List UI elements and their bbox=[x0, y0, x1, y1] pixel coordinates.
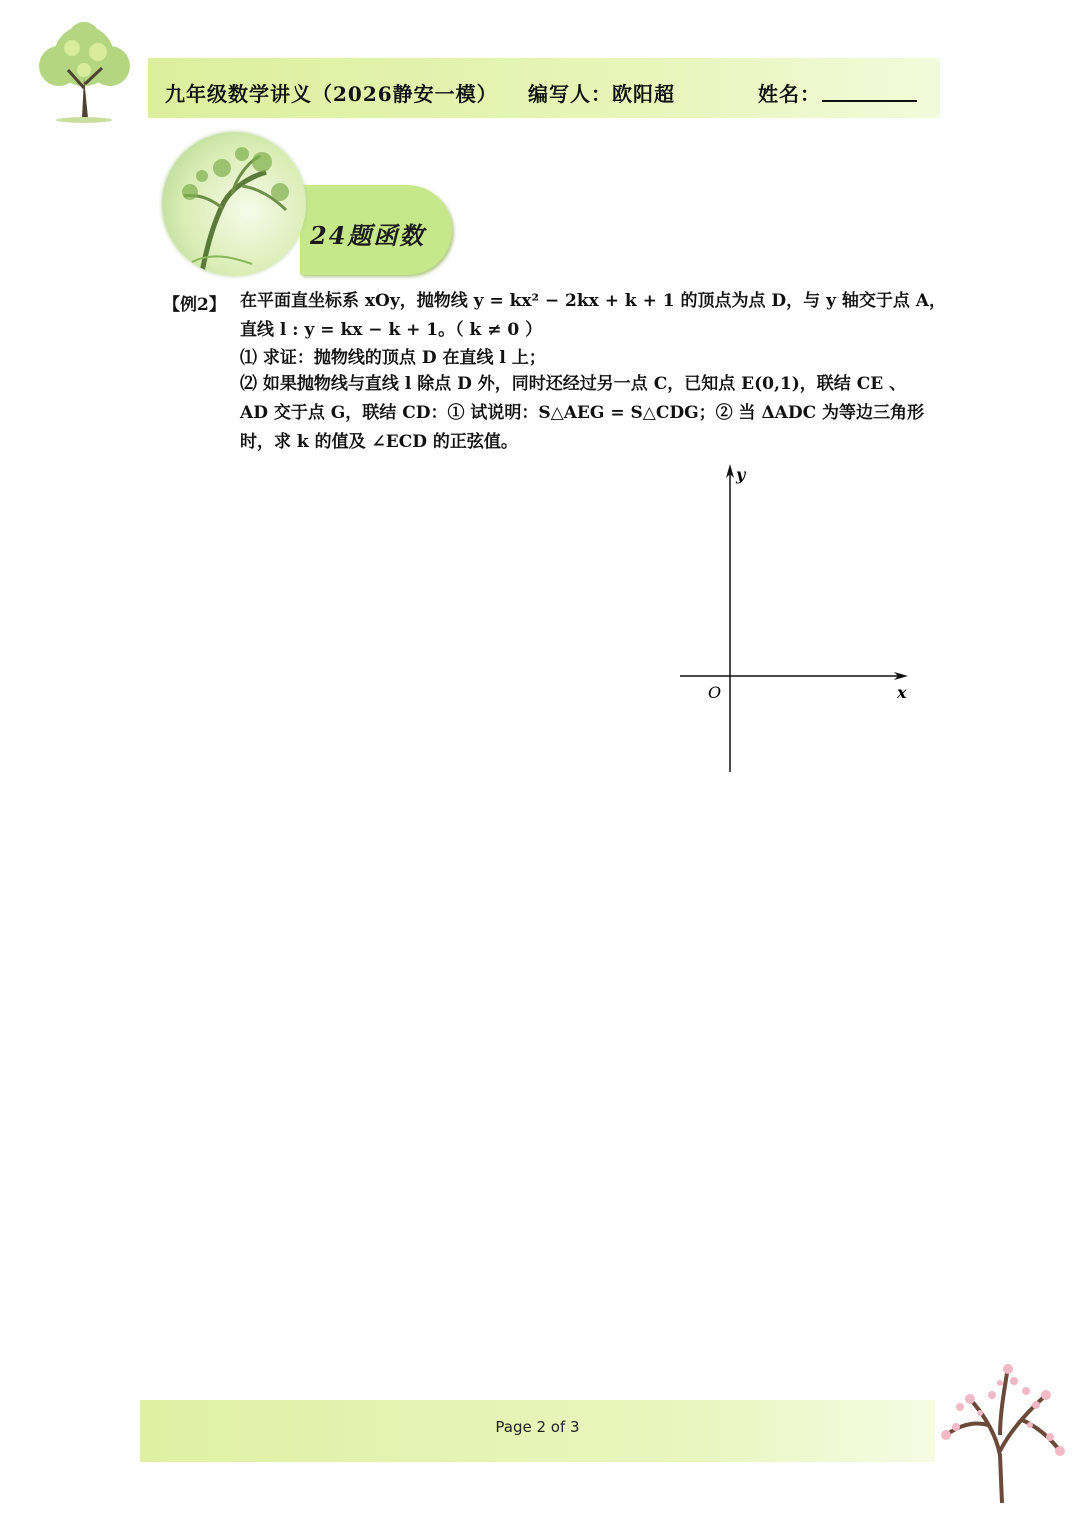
x-axis-label: x bbox=[897, 683, 907, 702]
example-tag: 【例2】 bbox=[163, 295, 226, 315]
problem-part-2-line-3: 时，求 k 的值及 ∠ECD 的正弦值。 bbox=[240, 432, 518, 452]
problem-part-2-line-1: ⑵ 如果抛物线与直线 l 除点 D 外，同时还经过另一点 C，已知点 E(0,1)，联结 CE 、 bbox=[240, 374, 907, 394]
problem-part-2-line-2: AD 交于点 G，联结 CD：① 试说明：S△AEG = S△CDG；② 当 ΔADC 为等边三角形 bbox=[240, 403, 925, 423]
problem-line-1: 在平面直坐标系 xOy，抛物线 y = kx² − 2kx + k + 1 的顶点为点 D，与 y 轴交于点 A， bbox=[240, 291, 946, 311]
problem-line-2: 直线 l : y = kx − k + 1。（ k ≠ 0 ） bbox=[240, 320, 543, 340]
tree-logo-icon bbox=[24, 18, 144, 126]
handout-title: 九年级数学讲义（2026静安一模） bbox=[165, 82, 498, 106]
y-axis-label: y bbox=[736, 465, 746, 484]
footer-banner bbox=[140, 1400, 935, 1462]
tree-emblem-icon bbox=[162, 132, 306, 276]
section-title: 24题函数 bbox=[310, 221, 426, 250]
origin-label: O bbox=[708, 683, 722, 702]
author-label: 编写人：欧阳超 bbox=[528, 82, 675, 106]
blossom-tree-icon bbox=[930, 1355, 1070, 1505]
student-name-label: 姓名： bbox=[758, 82, 821, 106]
student-name-blank bbox=[822, 100, 917, 102]
coordinate-axes bbox=[670, 462, 920, 777]
page-number: Page 2 of 3 bbox=[495, 1418, 580, 1436]
problem-part-1: ⑴ 求证：抛物线的顶点 D 在直线 l 上； bbox=[240, 348, 546, 368]
